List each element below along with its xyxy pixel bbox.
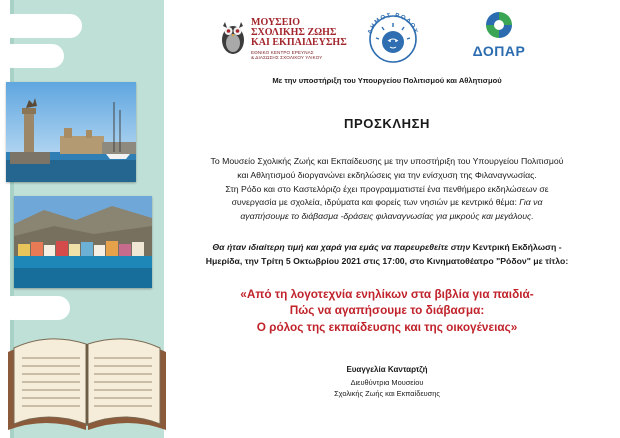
museum-title-line: ΚΑΙ ΕΚΠΑΙΔΕΥΣΗΣ (251, 37, 347, 48)
event-line: Ημερίδα, την Τρίτη 5 Οκτωβρίου 2021 στις 17:00, στο Κινηματοθέατρο "Ρόδον" με τίτλο: (205, 255, 569, 266)
dimos-rodou-logo (362, 10, 424, 64)
signature-role-line: Διευθύντρια Μουσείου (350, 378, 424, 387)
theme-line: Ο ρόλος της εκπαίδευσης και της οικογένειας» (256, 319, 518, 334)
theme-line: Πώς να αγαπήσουμε το διάβασμα: (289, 303, 485, 318)
paper-stripe (0, 14, 82, 38)
intro-line: Στη Ρόδο και στο Καστελόριζο έχει προγραμματιστεί ένα πενθήμερο εκδηλώσεων σε (225, 183, 549, 194)
dimos-ring-text: ΔΗΜΟΣ ΡΟΔΟΥ (366, 11, 420, 36)
museum-logo (219, 16, 371, 62)
intro-line (176, 196, 598, 210)
event-paragraph (176, 241, 598, 269)
paper-stripe (0, 44, 64, 68)
signature-role (176, 377, 598, 400)
owl-icon (219, 18, 247, 56)
left-decorative-strip (0, 0, 168, 438)
support-line: Με την υποστήριξη του Υπουργείου Πολιτισμού και Αθλητισμού (272, 76, 502, 85)
intro-theme-italic: Για να (519, 197, 543, 208)
museum-subtitle-line: & ΔΙΑΣΩΣΗΣ ΣΧΟΛΙΚΟΥ ΥΛΙΚΟΥ (251, 55, 323, 61)
intro-line: και Αθλητισμού διοργανώνει εκδηλώσεις για την ενίσχυση της Φιλαναγνωσίας. (237, 169, 537, 180)
helios-head-icon (376, 23, 410, 53)
museum-logo-subtitle (251, 50, 371, 61)
intro-theme-italic: αγαπήσουμε το διάβασμα -δράσεις φιλαναγνωσίας για μικρούς και μεγάλους. (240, 211, 534, 222)
intro-line: Το Μουσείο Σχολικής Ζωής και Εκπαίδευσης με την υποστήριξη του Υπουργείου Πολιτισμού (210, 156, 564, 166)
signature-name: Ευαγγελία Κανταρτζή (346, 365, 428, 374)
open-book-illustration (2, 312, 172, 436)
intro-line (176, 210, 598, 224)
event-name: Κεντρική Εκδήλωση - (470, 242, 562, 252)
event-theme (176, 286, 598, 335)
dopar-logo-text: ΔΟΠΑΡ (472, 43, 526, 59)
museum-subtitle-line: ΕΘΝΙΚΟ ΚΕΝΤΡΟ ΕΡΕΥΝΑΣ (251, 50, 314, 55)
signature-role-line: Σχολικής Ζωής και Εκπαίδευσης (334, 389, 440, 399)
theme-line: «Από τη λογοτεχνία ενηλίκων στα βιβλία για παιδιά- (240, 287, 534, 301)
museum-title-line: ΜΟΥΣΕΙΟ (251, 17, 301, 28)
swirl-icon (484, 10, 514, 40)
dopar-logo (470, 10, 528, 64)
page-title: ΠΡΟΣΚΛΗΣΗ (343, 116, 430, 131)
museum-logo-title (251, 18, 371, 48)
event-invite-italic: Θα ήταν ιδιαίτερη τιμή και χαρά για εμάς να παρευρεθείτε στην (212, 242, 471, 252)
rhodes-harbour-photo (6, 82, 136, 182)
event-line (176, 241, 598, 255)
intro-line-text: συνεργασία με σχολεία, ιδρύματα και φορείς των νησιών με κεντρικό θέμα: (231, 197, 520, 208)
museum-title-line: ΣΧΟΛΙΚΗΣ ΖΩΗΣ (251, 27, 337, 38)
kastellorizo-photo (14, 196, 152, 288)
intro-paragraph (176, 155, 598, 224)
